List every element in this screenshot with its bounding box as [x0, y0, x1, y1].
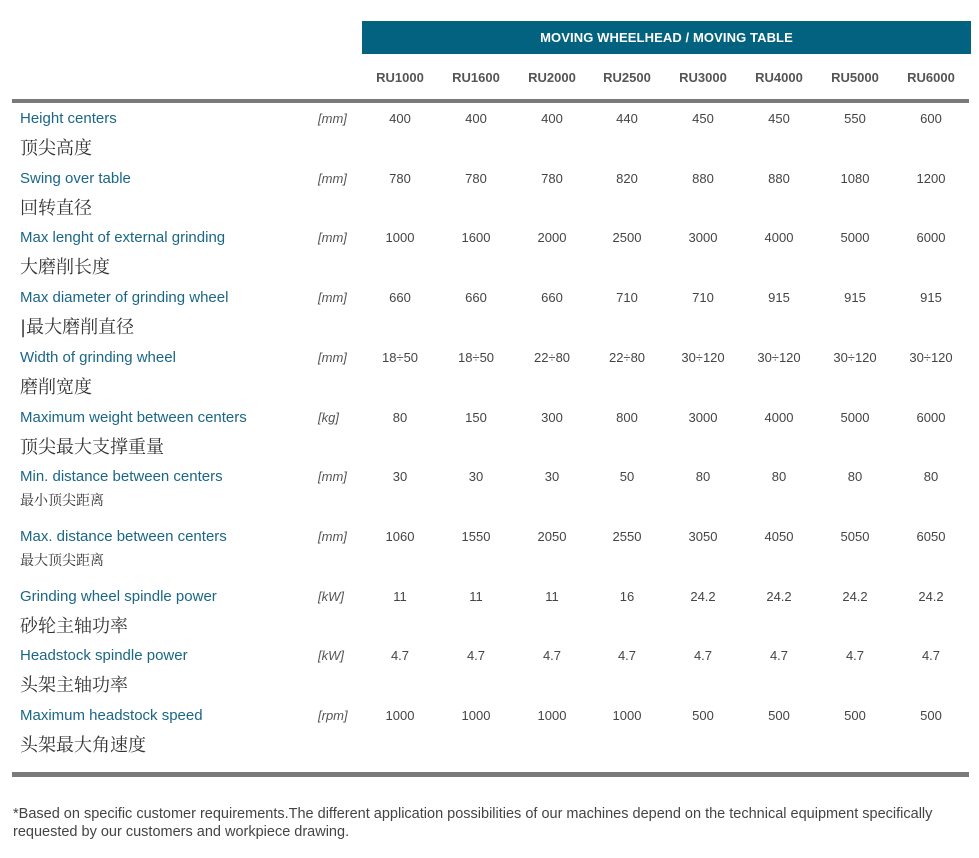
table-cell: 440	[616, 111, 638, 126]
row-label-chinese: 顶尖最大支撑重量	[20, 436, 164, 458]
table-cell: 1000	[385, 230, 415, 246]
model-header: RU1600	[452, 70, 500, 85]
row-label-chinese: 磨削宽度	[20, 376, 92, 398]
table-cell: 24.2	[918, 588, 944, 604]
header-banner: MOVING WHEELHEAD / MOVING TABLE	[362, 21, 971, 54]
table-row	[0, 289, 979, 347]
table-cell: 1200	[916, 170, 946, 186]
table-cell: 5000	[840, 409, 870, 425]
row-label-english: Min. distance between centers	[20, 468, 223, 486]
table-cell: 80	[695, 469, 711, 485]
table-cell: 4.7	[845, 648, 865, 664]
table-cell: 11	[545, 588, 559, 604]
table-row	[0, 229, 979, 287]
table-cell: 5000	[840, 230, 870, 246]
model-header-row	[0, 62, 979, 92]
table-row	[0, 707, 979, 765]
table-cell: 2000	[537, 230, 567, 246]
table-row	[0, 647, 979, 705]
table-cell: 30÷120	[681, 349, 725, 365]
table-cell: 400	[465, 111, 487, 126]
table-cell: 660	[465, 290, 487, 306]
row-label-english: Max lenght of external grinding	[20, 229, 226, 247]
table-cell: 800	[616, 409, 638, 425]
table-cell: 30÷120	[833, 349, 877, 365]
table-cell: 500	[692, 708, 714, 723]
table-cell: 4050	[764, 528, 794, 544]
table-row	[0, 170, 979, 228]
row-unit: [kW]	[318, 648, 344, 664]
table-cell: 30÷120	[757, 349, 801, 365]
table-cell: 24.2	[842, 588, 868, 604]
table-cell: 11	[469, 588, 483, 604]
table-cell: 4000	[764, 230, 794, 246]
table-cell: 30	[392, 469, 408, 485]
table-cell: 1060	[385, 528, 415, 544]
table-cell: 915	[844, 290, 866, 306]
table-cell: 660	[541, 290, 563, 306]
table-cell: 16	[619, 588, 635, 604]
table-cell: 500	[920, 708, 942, 723]
table-cell: 300	[541, 409, 563, 425]
table-row	[0, 110, 979, 168]
table-cell: 400	[541, 111, 563, 126]
table-cell: 18÷50	[457, 349, 495, 365]
table-cell: 820	[616, 170, 638, 186]
row-label-english: Swing over table	[20, 169, 131, 187]
table-cell: 30÷120	[909, 349, 953, 365]
table-bottom-rule	[12, 772, 969, 777]
table-cell: 11	[393, 588, 407, 604]
row-unit: [kg]	[318, 409, 339, 425]
table-row	[0, 409, 979, 467]
row-label-chinese: 头架最大角速度	[20, 735, 146, 756]
table-cell: 4.7	[617, 648, 637, 664]
model-header: RU3000	[679, 70, 727, 85]
row-unit: [mm]	[318, 111, 347, 126]
table-cell: 880	[768, 170, 790, 186]
table-cell: 80	[847, 469, 863, 485]
table-cell: 6000	[916, 230, 946, 246]
table-cell: 500	[768, 708, 790, 723]
row-label-chinese: 顶尖高度	[20, 138, 92, 159]
model-header: RU2500	[603, 70, 651, 85]
table-cell: 18÷50	[381, 349, 419, 365]
model-header: RU4000	[755, 70, 803, 85]
table-row	[0, 588, 979, 646]
model-header: RU2000	[528, 70, 576, 85]
row-unit: [mm]	[318, 349, 347, 365]
table-cell: 80	[392, 409, 408, 425]
table-cell: 550	[844, 111, 866, 126]
table-cell: 6050	[916, 528, 946, 544]
table-cell: 4.7	[921, 648, 941, 664]
model-header: RU6000	[907, 70, 955, 85]
row-label-chinese: 最小顶尖距离	[20, 493, 104, 510]
table-row	[0, 468, 979, 526]
table-cell: 3000	[688, 230, 718, 246]
table-cell: 2050	[537, 528, 567, 544]
table-cell: 24.2	[690, 588, 716, 604]
table-cell: 4.7	[542, 648, 562, 664]
row-label-chinese: 砂轮主轴功率	[20, 615, 128, 637]
table-cell: 600	[920, 111, 942, 126]
table-cell: 22÷80	[608, 349, 646, 365]
row-label-english: Headstock spindle power	[20, 647, 188, 665]
table-cell: 1600	[461, 230, 491, 246]
table-cell: 3050	[688, 528, 718, 544]
table-cell: 50	[619, 469, 635, 485]
row-unit: [mm]	[318, 469, 347, 485]
table-cell: 450	[768, 111, 790, 126]
table-cell: 400	[389, 111, 411, 126]
table-cell: 3000	[688, 409, 718, 425]
table-cell: 780	[465, 170, 487, 186]
table-cell: 22÷80	[533, 349, 571, 365]
table-row	[0, 528, 979, 586]
table-cell: 1080	[840, 170, 870, 186]
row-unit: [mm]	[318, 290, 347, 306]
row-unit: [rpm]	[318, 708, 348, 723]
table-cell: 150	[465, 409, 487, 425]
table-cell: 1550	[461, 528, 491, 544]
table-cell: 1000	[385, 708, 415, 723]
table-cell: 1000	[461, 708, 491, 723]
row-label-english: Max diameter of grinding wheel	[20, 289, 229, 307]
table-cell: 2500	[612, 230, 642, 246]
table-cell: 915	[768, 290, 790, 306]
row-label-english: Height centers	[20, 110, 117, 127]
table-cell: 450	[692, 111, 714, 126]
table-cell: 4.7	[390, 648, 410, 664]
row-label-chinese: 大磨削长度	[20, 257, 110, 279]
table-cell: 6000	[916, 409, 946, 425]
table-cell: 4.7	[466, 648, 486, 664]
row-unit: [mm]	[318, 528, 347, 544]
row-unit: [mm]	[318, 170, 347, 186]
row-label-english: Width of grinding wheel	[20, 348, 176, 366]
row-unit: [mm]	[318, 230, 347, 246]
model-header: RU5000	[831, 70, 879, 85]
row-label-chinese: 最大顶尖距离	[20, 552, 104, 569]
row-label-english: Max. distance between centers	[20, 527, 227, 545]
table-cell: 24.2	[766, 588, 792, 604]
table-cell: 500	[844, 708, 866, 723]
table-cell: 30	[468, 469, 484, 485]
row-label-english: Maximum weight between centers	[20, 408, 247, 426]
table-cell: 880	[692, 170, 714, 186]
table-cell: 780	[389, 170, 411, 186]
footnote: *Based on specific customer requirements.The different application possibilities of our machines depend on the technical equipment specifically requested by our customers and workpiece drawing.	[13, 806, 933, 840]
table-cell: 915	[920, 290, 942, 306]
table-cell: 2550	[612, 528, 642, 544]
row-label-english: Maximum headstock speed	[20, 707, 203, 724]
table-cell: 80	[771, 469, 787, 485]
table-cell: 710	[692, 290, 714, 306]
row-label-english: Grinding wheel spindle power	[20, 587, 217, 605]
table-cell: 4.7	[693, 648, 713, 664]
model-header: RU1000	[376, 70, 424, 85]
table-cell: 780	[541, 170, 563, 186]
row-label-chinese: |最大磨削直径	[20, 317, 135, 339]
table-cell: 5050	[840, 528, 870, 544]
table-cell: 660	[389, 290, 411, 306]
table-cell: 1000	[537, 708, 567, 723]
row-unit: [kW]	[318, 588, 344, 604]
table-row	[0, 349, 979, 407]
table-cell: 80	[923, 469, 939, 485]
row-label-chinese: 头架主轴功率	[20, 675, 128, 697]
table-top-rule	[12, 99, 969, 103]
row-label-chinese: 回转直径	[20, 197, 92, 219]
table-cell: 30	[544, 469, 560, 485]
table-cell: 4000	[764, 409, 794, 425]
table-cell: 710	[616, 290, 638, 306]
table-cell: 4.7	[769, 648, 789, 664]
table-cell: 1000	[612, 708, 642, 723]
